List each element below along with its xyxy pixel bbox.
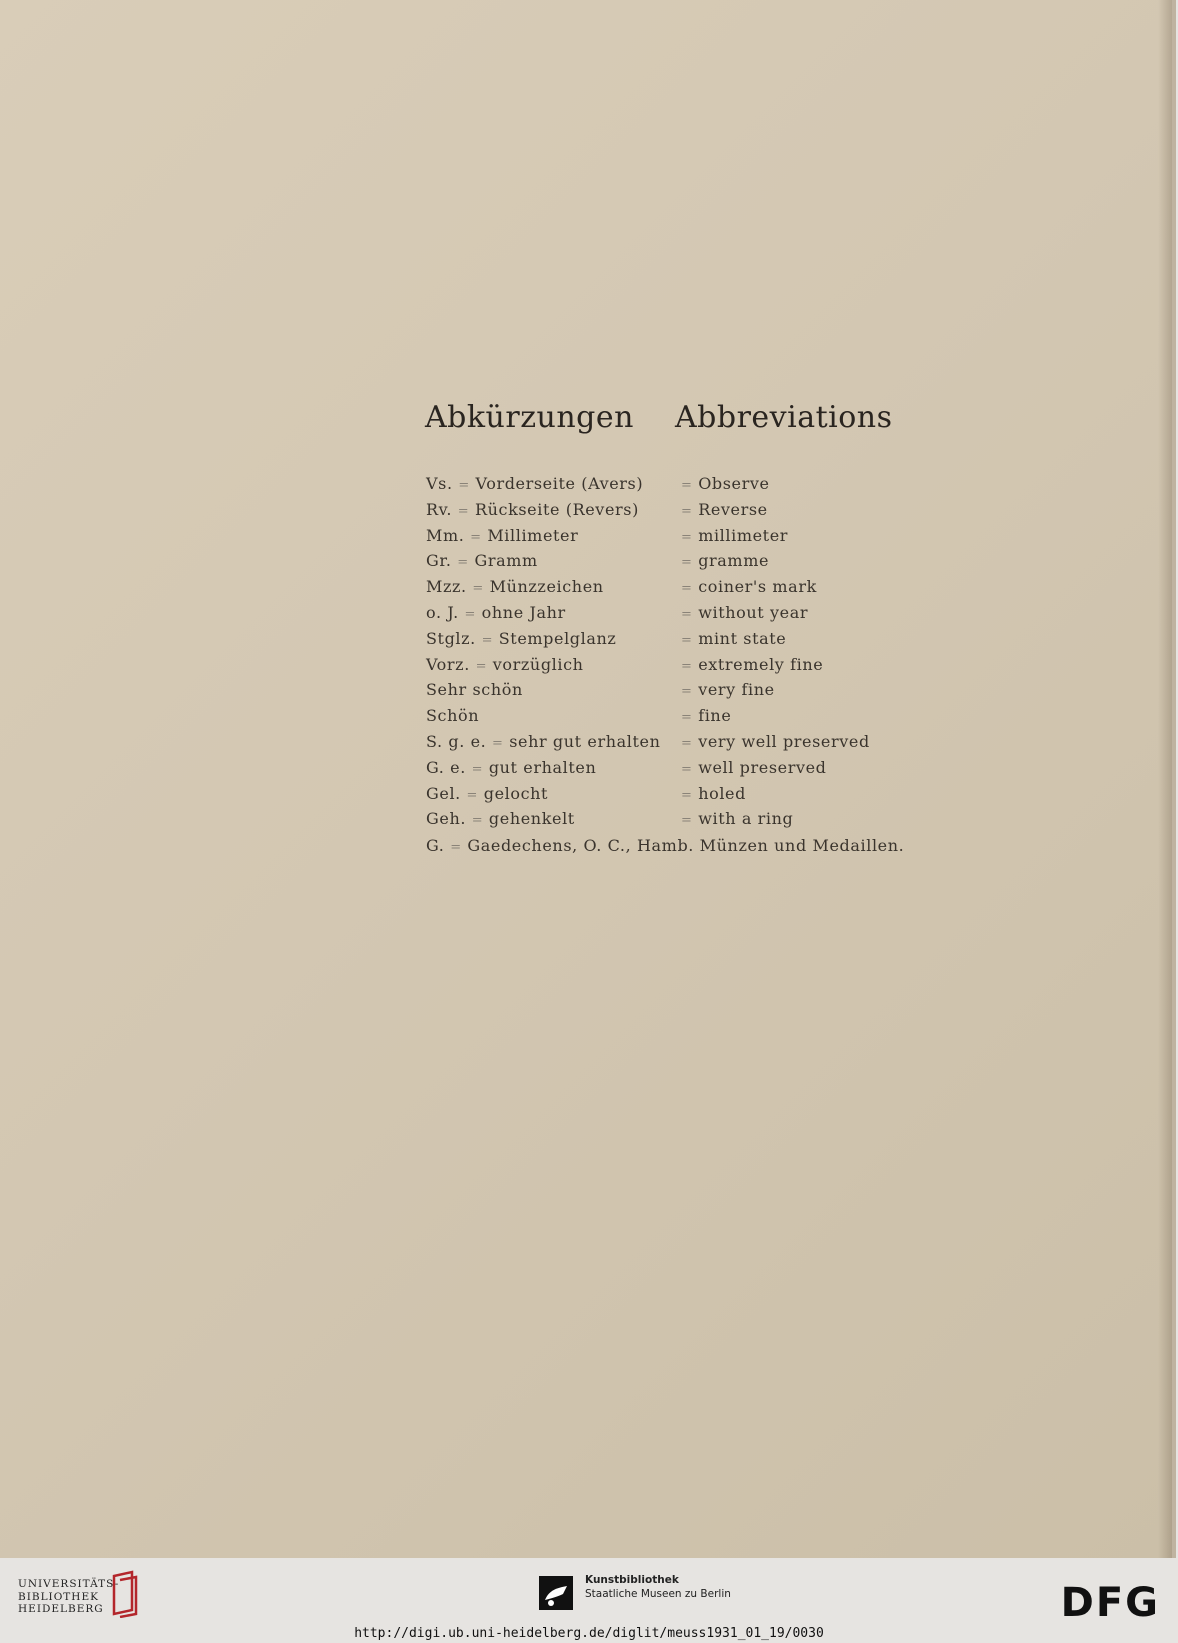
ub-line: HEIDELBERG — [18, 1603, 104, 1615]
abbr-de: Geh. — [426, 809, 467, 829]
def-en: very well preserved — [698, 731, 870, 751]
abbr-de: Mzz. — [426, 577, 467, 597]
def-de: Vorderseite (Avers) — [475, 474, 644, 493]
abbr-de: Stglz. — [426, 628, 476, 648]
def-en: very fine — [698, 680, 775, 700]
kb-title: Kunstbibliothek — [585, 1574, 679, 1586]
eq-de: = — [492, 735, 504, 751]
def-en: with a ring — [698, 809, 794, 829]
eq-de: = — [471, 761, 484, 777]
def-de: Millimeter — [487, 525, 579, 545]
list-item — [426, 577, 896, 603]
eq-de: = — [457, 503, 470, 519]
list-item — [426, 784, 896, 810]
def-de: gelocht — [483, 783, 549, 803]
def-en: fine — [698, 706, 732, 726]
eq-de: = — [466, 787, 479, 803]
list-item — [426, 603, 896, 629]
footnote-abbr: G. — [426, 836, 445, 855]
def-en: without year — [698, 602, 809, 622]
eq-de: = — [471, 813, 484, 829]
list-item — [426, 551, 896, 577]
def-de: Rückseite (Revers) — [474, 499, 639, 519]
abbr-de: Gel. — [426, 783, 461, 803]
def-en: well preserved — [698, 757, 827, 777]
abbreviation-list — [426, 474, 896, 835]
eq-en: = — [681, 581, 693, 597]
eq-en: = — [681, 684, 693, 700]
list-item — [426, 500, 896, 526]
list-item — [426, 809, 896, 835]
def-de: vorzüglich — [492, 654, 584, 674]
eq-de: = — [472, 581, 484, 597]
ub-line: BIBLIOTHEK — [18, 1590, 99, 1603]
def-de: Münzzeichen — [489, 577, 604, 597]
ub-line: UNIVERSITÄTS- — [18, 1578, 120, 1590]
def-en: holed — [698, 783, 746, 803]
list-item — [426, 474, 896, 500]
abbr-de: Schön — [426, 706, 480, 726]
eq-de: = — [457, 555, 469, 571]
page-edge-shadow — [1158, 0, 1172, 1558]
abbr-de: G. e. — [426, 757, 466, 777]
viewer-footer — [0, 1558, 1178, 1643]
list-item — [426, 680, 896, 706]
def-en: Observe — [698, 474, 770, 493]
kunstbibliothek-logo-icon[interactable] — [539, 1576, 573, 1610]
eq-de: = — [470, 529, 482, 545]
eq-de: = — [458, 478, 470, 493]
def-de: sehr gut erhalten — [509, 731, 661, 751]
footnote-eq: = — [450, 840, 462, 855]
title-english: Abbreviations — [675, 400, 893, 435]
def-de: gut erhalten — [488, 757, 597, 777]
eq-en: = — [681, 761, 693, 777]
def-de: gehenkelt — [488, 809, 575, 829]
abbr-de: S. g. e. — [426, 731, 487, 751]
dfg-logo[interactable]: DFG — [1060, 1580, 1160, 1626]
eq-en: = — [681, 555, 693, 571]
eq-en: = — [681, 529, 693, 545]
def-de: Gramm — [474, 551, 538, 571]
abbr-de: Rv. — [426, 499, 453, 519]
eq-en: = — [681, 606, 693, 622]
footnote-text: Gaedechens, O. C., Hamb. Münzen und Medaillen. — [467, 836, 905, 855]
permalink-url[interactable]: http://digi.ub.uni-heidelberg.de/diglit/meuss1931_01_19/0030 — [354, 1626, 824, 1641]
eq-de: = — [481, 632, 494, 648]
list-item — [426, 526, 896, 552]
def-en: coiner's mark — [698, 577, 817, 597]
def-en: mint state — [698, 628, 787, 648]
def-en: gramme — [698, 551, 770, 571]
list-item — [426, 758, 896, 784]
abbr-de: Vs. — [426, 474, 453, 493]
eq-en: = — [681, 787, 693, 803]
def-de: Stempelglanz — [498, 628, 617, 648]
eq-en: = — [681, 632, 693, 648]
list-item — [426, 655, 896, 681]
def-de: ohne Jahr — [481, 602, 566, 622]
abbr-de: Mm. — [426, 525, 465, 545]
eq-en: = — [681, 658, 693, 674]
eq-de: = — [475, 658, 488, 674]
eq-de: = — [464, 606, 476, 622]
ub-heidelberg-emblem-icon[interactable] — [110, 1570, 140, 1618]
list-item — [426, 732, 896, 758]
kunstbibliothek-label[interactable] — [585, 1573, 731, 1601]
abbr-de: Vorz. — [426, 654, 470, 674]
def-en: millimeter — [698, 525, 789, 545]
abbr-de: Sehr schön — [426, 680, 523, 700]
abbr-de: o. J. — [426, 602, 459, 622]
list-item — [426, 629, 896, 655]
eq-en: = — [681, 813, 693, 829]
footnote-reference — [426, 836, 904, 855]
abbr-de: Gr. — [426, 551, 452, 571]
list-item — [426, 706, 896, 732]
title-german: Abkürzungen — [425, 400, 634, 435]
def-en: extremely fine — [698, 654, 824, 674]
eq-en: = — [681, 478, 693, 493]
ub-heidelberg-logo-text[interactable] — [18, 1578, 119, 1616]
eq-en: = — [681, 710, 693, 726]
eq-en: = — [681, 503, 693, 519]
kb-subtitle: Staatliche Museen zu Berlin — [585, 1588, 731, 1600]
eq-en: = — [681, 735, 693, 751]
def-en: Reverse — [698, 499, 768, 519]
